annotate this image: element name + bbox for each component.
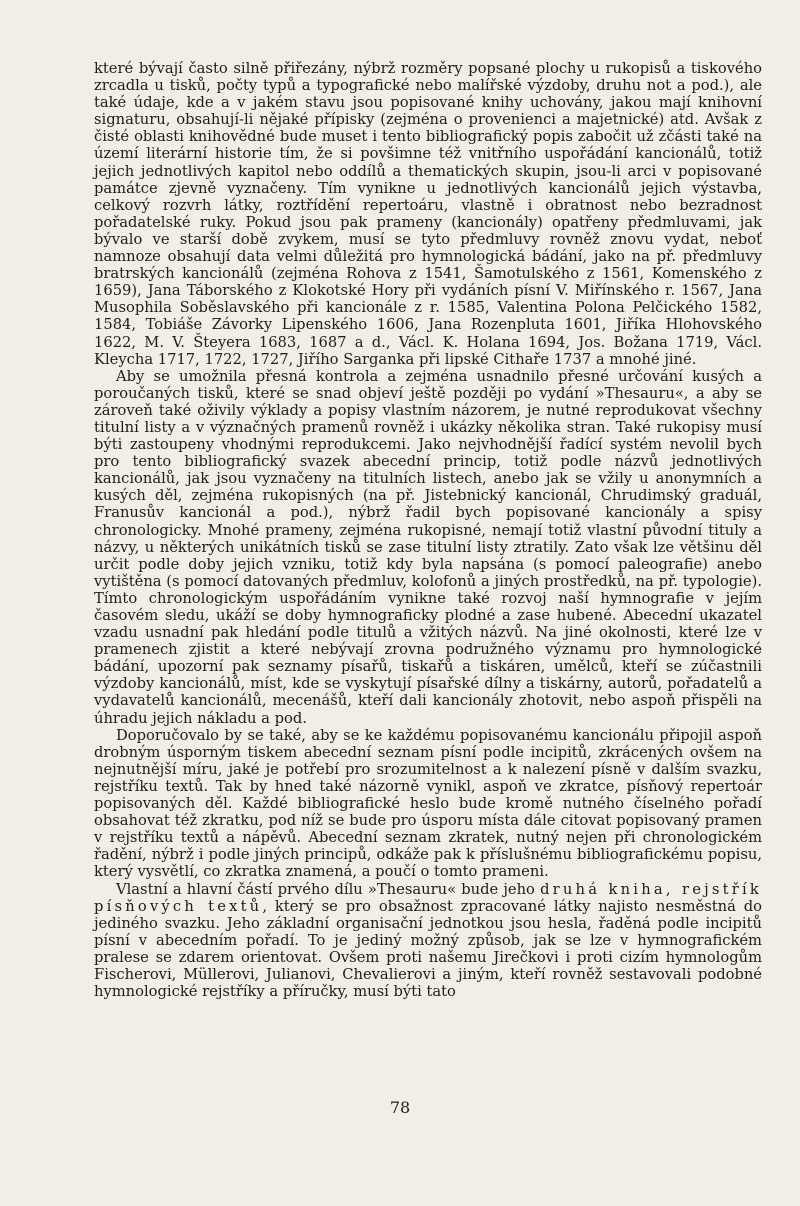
page-number: 78 xyxy=(389,1098,411,1117)
paragraph-1: které bývají často silně přiřezány, nýbrž rozměry popsané plochy u rukopisů a tiskového zrcadla u tisků, počty typů a typografické nebo malířské výzdoby, druhu not a pod.), ale také údaje, kde a v jakém stavu jsou popisované knihy uchovány, jakou mají knihovní signaturu, obsahují-li nějaké přípisky (zejména o provenienci a majetnické) atd. Avšak z čisté oblasti knihovědné bude muset i tento bibliografický popis zabočit už zčásti také na území literární historie tím, že si povšimne též vnitřního uspořádání kancionálů, totiž jejich jednotlivých kapitol nebo oddílů a thematických skupin, jsou-li arci v popisované památce zjevně vyznačeny. Tím vynikne u jednotlivých kancionálů jejich výstavba, celkový rozvrh látky, roztřídění repertoáru, vlastně i obratnost nebo bezradnost pořadatelské ruky. Pokud jsou pak prameny (kancionály) opatřeny předmluvami, jak bývalo ve starší době zvykem, musí se tyto předmluvy rovněž znovu vydat, neboť namnoze obsahují data velmi důležitá pro hymnologická bádání, jako na př. předmluvy bratrských kancionálů (zejména Rohova z 1541, Šamotulského z 1561, Komenského z 1659), Jana Táborského z Klokotské Hory při vydáních písní V. Miřínského r. 1567, Jana Musophila Soběslavského při kancionále z r. 1585, Valentina Polona Pelčického 1582, 1584, Tobiáše Závorky Lipenského 1606, Jana Rozenpluta 1601, Jiříka Hlohovského 1622, M. V. Šteyera 1683, 1687 a d., Václ. K. Holana 1694, Jos. Božana 1719, Václ. Kleycha 1717, 1722, 1727, Jiřího Sarganka při lipské Cithaře 1737 a mnohé jiné. xyxy=(94,60,762,368)
paragraph-4 xyxy=(94,881,762,1001)
paragraph-4-start: Vlastní a hlavní částí prvého dílu »Thesauru« bude jeho xyxy=(116,880,541,898)
page-body xyxy=(94,60,762,1000)
paragraph-4-end: , který se pro obsažnost zpracované látky najisto nesměstná do jediného svazku. Jeho základní organisační jednotkou jsou hesla, řaděná podle incipitů písní v abecedním pořadí. To je jediný možný způsob, jak se lze v hymnografickém pralese se zdarem orientovat. Ovšem proti našemu Jirečkovi i proti cizím hymnologům Fischerovi, Müllerovi, Julianovi, Chevalierovi a jiným, kteří rovněž sestavovali podobné hymnologické rejstříky a příručky, musí býti tato xyxy=(94,897,762,1001)
spaced-emphasis: druhá kniha, rejstřík písňových textů xyxy=(94,880,762,915)
paragraph-2: Aby se umožnila přesná kontrola a zejména usnadnilo přesné určování kusých a poroučaných tisků, které se snad objeví ještě později po vydání »Thesauru«, a aby se zároveň také oživily výklady a popisy vlastním názorem, je nutné reprodukovat všechny titulní listy a v význačných pramenů rovněž i ukázky několika stran. Také rukopisy musí býti zastoupeny vhodnými reprodukcemi. Jako nejvhodnější řadící systém nevolil bych pro tento bibliografický svazek abecední princip, totiž podle názvů jednotlivých kancionálů, jak jsou vyznačeny na titulních listech, anebo jak se vžily u anonymních a kusých děl, zejména rukopisných (na př. Jistebnický kancionál, Chrudimský graduál, Franusův kancionál a pod.), nýbrž řadil bych popisované kancionály a spisy chronologicky. Mnohé prameny, zejména rukopisné, nemají totiž vlastní původní tituly a názvy, u některých unikátních tisků se zase titulní listy ztratily. Zato však lze většinu děl určit podle doby jejich vzniku, totiž kdy byla napsána (s pomocí paleografie) anebo vytištěna (s pomocí datovaných předmluv, kolofonů a jiných prostředků, na př. typologie). Tímto chronologickým uspořádáním vynikne také rozvoj naší hymnografie v jejím časovém sledu, ukáží se doby hymnograficky plodné a zase hubené. Abecední ukazatel vzadu usnadní pak hledání podle titulů a vžitých názvů. Na jiné okolnosti, které lze v pramenech zjistit a které nebývají zrovna podružného významu pro hymnologické bádání, upozorní pak seznamy písařů, tiskařů a tiskáren, umělců, kteří se zúčastnili výzdoby kancionálů, míst, kde se vyskytují písařské dílny a tiskárny, autorů, pořadatelů a vydavatelů kancionálů, mecenášů, kteří dali kancionály zhotovit, nebo aspoň přispěli na úhradu jejich nákladu a pod. xyxy=(94,367,762,727)
paragraph-3: Doporučovalo by se také, aby se ke každému popisovanému kancionálu připojil aspoň drobným úsporným tiskem abecední seznam písní podle incipitů, zkrácených ovšem na nejnutnější míru, jaké je potřebí pro srozumitelnost a k nalezení písně v dalším svazku, rejstříku textů. Tak by hned také názorně vynikl, aspoň ve zkratce, písňový repertoár popisovaných děl. Každé bibliografické heslo bude kromě nutného číselného pořadí obsahovat též zkratku, pod níž se bude pro úsporu místa dále citovat popisovaný pramen v rejstříku textů a nápěvů. Abecední seznam zkratek, nutný nejen při chronologickém řadění, nýbrž i podle jiných principů, odkáže pak k příslušnému bibliografickému popisu, který vysvětlí, co zkratka znamená, a poučí o tomto prameni. xyxy=(94,726,762,881)
